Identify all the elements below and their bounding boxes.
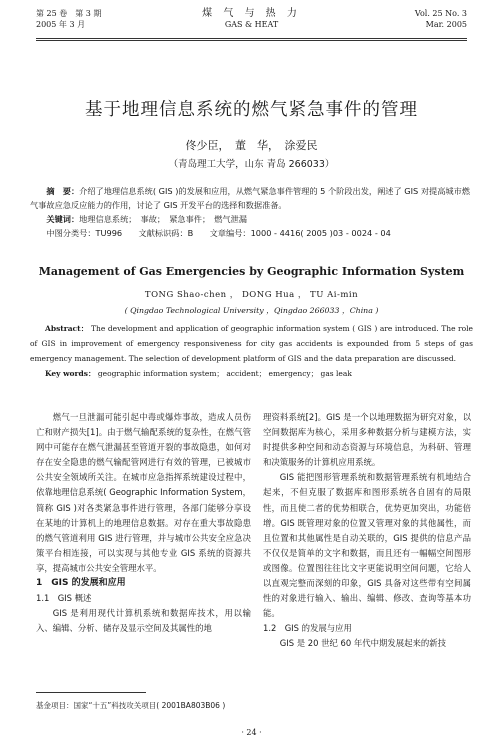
article-title-en: Management of Gas Emergencies by Geographic Information System	[38, 265, 465, 278]
header-right	[415, 8, 467, 30]
abstract-en-text: The development and application of geographic information system ( GIS ) are introduced. The role of GIS in improvement of emergency responsiveness for city gas accidents is expounded from 5 steps of gas emergency management. The selection of development platform of GIS and the data preparation are discussed.	[30, 324, 473, 363]
subsection-heading: 1.2 GIS 的发展与应用	[263, 623, 352, 634]
affiliation-en: ( Qingdao Technological University ，Qingdao 266033 ，China )	[124, 306, 379, 315]
abstract-zh	[30, 184, 473, 240]
paragraph: 燃气一旦泄漏可能引起中毒或爆炸事故，造成人员伤亡和财产损失[1]。由于燃气输配系统的复杂性，在燃气管网中可能存在燃气泄漏甚至管道开裂的事故隐患，如何对存在安全隐患的燃气输配管网进行有效的管理，已被城市公共安全领域所关注。在城市应急指挥系统建设过程中，依靠地理信息系统( Geographic Information System，简称 GIS )对各类紧急事件进行管理，各部门能够分享设在某地的计算机上的地理信息数据。对存在重大事故隐患的燃气管道利用 GIS 进行管理，并与城市公共安全应急决策平台相连接，可以实现与其他专业 GIS 系统的资源共享，提高城市公共安全管理水平。	[36, 412, 251, 573]
subsection-heading: 1.1 GIS 概述	[36, 593, 92, 604]
keywords-zh	[46, 212, 473, 226]
issue-date-en: Mar. 2005	[425, 20, 467, 29]
footnote: 基金项目：国家“十五”科技攻关项目( 2001BA803B06 )	[36, 701, 226, 710]
header-rule-bottom	[36, 40, 467, 41]
keywords-en-text: geographic information system； accident； emergency； gas leak	[97, 369, 352, 378]
journal-name-en: GAS & HEAT	[224, 20, 279, 29]
paragraph: GIS 是利用现代计算机系统和数据库技术，用以输入、编辑、分析、储存及显示空间及其属性的地	[36, 608, 251, 634]
article-title-zh: 基于地理信息系统的燃气紧急事件的管理	[85, 100, 418, 120]
paragraph: 理资料系统[2]。GIS 是一个以地理数据为研究对象，以空间数据库为核心，采用多种数据分析与建模方法，实时提供多种空间和动态资源与环境信息，为科研、管理和决策服务的计算机应用系统。	[263, 412, 471, 468]
page-number: · 24 ·	[241, 728, 262, 737]
keywords-en-label: Key words：	[45, 369, 96, 378]
affiliation-zh: （青岛理工大学，山东 青岛 266033）	[168, 159, 335, 170]
authors-zh: 佟少臣， 董 华， 涂爱民	[185, 139, 318, 152]
section-heading: 1 GIS 的发展和应用	[36, 578, 126, 589]
classification-line: 中图分类号：TU996 文献标识码：B 文章编号：1000 - 4416( 2005 )03 - 0024 - 04	[46, 228, 391, 238]
keywords-zh-text: 地理信息系统； 事故； 紧急事件； 燃气泄漏	[79, 214, 247, 224]
body-column-right	[263, 410, 471, 652]
keywords-zh-label: 关键词：	[46, 214, 80, 224]
volume-issue-en: Vol. 25 No. 3	[414, 9, 467, 18]
paragraph: GIS 能把图形管理系统和数据管理系统有机地结合起来，不但克服了数据库和图形系统各自固有的局限性，而且使二者的优势相联合，优势更加突出，功能倍增。GIS 既管理对象的位置又管理对象的其他属性，而且位置和其他属性是自动关联的，GIS 提供的信息产品不仅仅是简单的文字和数据，而且还有一幅幅空间图形或图像。位置图往往比文字更能说明空间问题，它给人以直观完整而深刻的印象，GIS 具备对这些带有空间属性的对象进行输入、输出、编辑、修改、查询等基本功能。	[263, 472, 471, 619]
abstract-en-label: Abstract：	[45, 324, 89, 333]
abstract-zh-text: 介绍了地理信息系统( GIS )的发展和应用，从燃气紧急事件管理的 5 个阶段出发，阐述了 GIS 对提高城市燃气事故应急反应能力的作用，讨论了 GIS 开发平台的选择和数据准备。	[30, 186, 470, 210]
body-column-left	[36, 410, 251, 636]
abstract-zh-body	[30, 184, 473, 212]
issue-date: 2005 年 3 月	[36, 20, 86, 29]
abstract-en	[30, 321, 473, 381]
abstract-en-body	[30, 321, 473, 366]
running-header	[36, 8, 467, 38]
header-center	[36, 8, 467, 30]
header-rule-top	[36, 38, 467, 39]
journal-name-zh: 煤 气 与 热 力	[202, 8, 301, 19]
abstract-zh-label: 摘 要：	[46, 186, 80, 196]
footnote-rule	[36, 692, 146, 693]
paragraph: GIS 是 20 世纪 60 年代中期发展起来的新技	[279, 638, 446, 649]
volume-issue: 第 25 卷 第 3 期	[36, 9, 102, 18]
authors-en: TONG Shao-chen ， DONG Hua ， TU Ai-min	[144, 290, 359, 300]
keywords-en	[45, 366, 473, 381]
